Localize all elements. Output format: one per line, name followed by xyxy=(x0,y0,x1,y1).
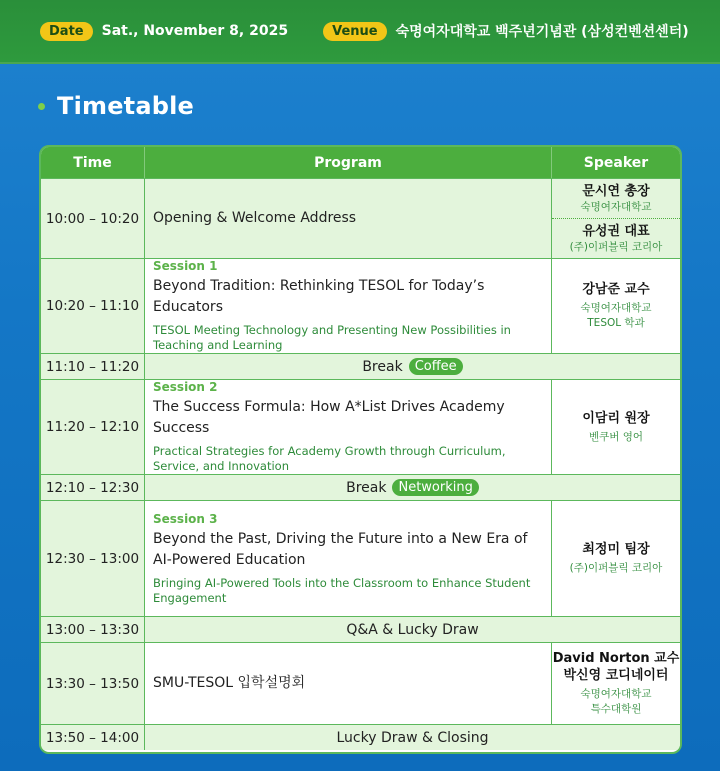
date-badge: Date xyxy=(40,22,93,41)
row-program xyxy=(145,380,552,474)
table-row xyxy=(41,500,680,616)
section-title: Timetable xyxy=(57,92,195,120)
date-value: Sat., November 8, 2025 xyxy=(101,23,289,39)
speaker-dept: TESOL 학과 xyxy=(587,317,645,329)
break-tag: Coffee xyxy=(409,358,463,375)
break-cell xyxy=(145,725,680,750)
break-label: Break xyxy=(362,358,403,375)
row-time: 13:00 – 13:30 xyxy=(41,617,145,642)
program-subtitle: TESOL Meeting Technology and Presenting New Possibilities in Teaching and Learning xyxy=(153,323,511,352)
program-title-line2: AI-Powered Education xyxy=(153,551,306,568)
break-cell xyxy=(145,475,680,500)
table-row xyxy=(41,178,680,258)
venue-value: 숙명여자대학교 백주년기념관 (삼성컨벤션센터) xyxy=(395,24,689,40)
program-subtitle: Bringing AI-Powered Tools into the Classroom to Enhance Student Engagement xyxy=(153,575,531,605)
row-program xyxy=(145,501,552,616)
row-program xyxy=(145,259,552,353)
table-row xyxy=(41,642,680,724)
session-label: Session 1 xyxy=(153,259,218,273)
speaker-name: 최정미 팀장 xyxy=(582,542,650,557)
table-header xyxy=(41,147,680,178)
break-label: Lucky Draw & Closing xyxy=(336,729,489,746)
row-program xyxy=(145,179,552,258)
speaker-org: (주)이퍼블릭 코리아 xyxy=(569,562,663,574)
header-speaker: Speaker xyxy=(583,154,649,171)
speaker-org: 숙명여자대학교 xyxy=(580,200,652,213)
program-title: Opening & Welcome Address xyxy=(153,210,357,226)
table-row xyxy=(41,379,680,474)
row-speaker xyxy=(552,259,680,353)
event-info-bar xyxy=(0,0,720,64)
speaker-dept: 특수대학원 xyxy=(590,703,642,715)
break-label: Break xyxy=(346,479,387,496)
speaker-name: 박신영 코디네이터 xyxy=(563,668,669,683)
table-row-break xyxy=(41,724,680,750)
row-time: 10:00 – 10:20 xyxy=(41,179,145,258)
row-time: 13:50 – 14:00 xyxy=(41,725,145,750)
header-program: Program xyxy=(145,147,552,178)
row-time: 10:20 – 11:10 xyxy=(41,259,145,353)
program-title: Beyond Tradition: Rethinking TESOL for Today’s Educators xyxy=(153,278,485,315)
table-row-break xyxy=(41,616,680,642)
speaker-name: 강남준 교수 xyxy=(582,282,650,297)
session-label: Session 2 xyxy=(153,380,218,394)
program-subtitle: Practical Strategies for Academy Growth through Curriculum, Service, and Innovation xyxy=(153,444,506,473)
row-time: 11:20 – 12:10 xyxy=(41,380,145,474)
break-tag: Networking xyxy=(392,479,478,496)
row-time: 11:10 – 11:20 xyxy=(41,354,145,379)
program-title: The Success Formula: How A*List Drives Academy Success xyxy=(153,399,505,436)
speaker-name: 유성권 대표 xyxy=(582,223,650,239)
speaker-name: 이담리 원장 xyxy=(582,410,650,426)
speaker-org: 벤쿠버 영어 xyxy=(588,430,644,443)
session-label: Session 3 xyxy=(153,511,218,526)
speaker-name: David Norton 교수 xyxy=(552,651,680,666)
venue-group xyxy=(323,21,689,41)
row-time: 12:10 – 12:30 xyxy=(41,475,145,500)
program-title-line1: Beyond the Past, Driving the Future into a New Era of xyxy=(153,530,528,547)
date-group xyxy=(40,22,288,41)
speaker-org: (주)이퍼블릭 코리아 xyxy=(569,240,663,253)
speaker-entry xyxy=(552,219,680,258)
venue-badge: Venue xyxy=(323,22,387,41)
speaker-entry xyxy=(552,179,680,219)
table-row-break xyxy=(41,474,680,500)
break-cell xyxy=(145,354,680,379)
row-speaker xyxy=(552,380,680,474)
speaker-org: 숙명여자대학교 xyxy=(580,302,652,314)
row-time: 12:30 – 13:00 xyxy=(41,501,145,616)
break-cell xyxy=(145,617,680,642)
table-row-break xyxy=(41,353,680,379)
program-title: SMU-TESOL 입학설명회 xyxy=(153,675,306,691)
timetable xyxy=(39,145,682,754)
row-speaker xyxy=(552,643,680,724)
row-program xyxy=(145,643,552,724)
section-heading xyxy=(38,92,194,120)
speaker-name: 문시연 총장 xyxy=(582,183,650,199)
row-speaker xyxy=(552,501,680,616)
row-time: 13:30 – 13:50 xyxy=(41,643,145,724)
break-label: Q&A & Lucky Draw xyxy=(346,621,479,638)
table-row xyxy=(41,258,680,353)
header-time: Time xyxy=(41,147,145,178)
row-speaker xyxy=(552,179,680,258)
speaker-org: 숙명여자대학교 xyxy=(580,688,652,700)
bullet-dot-icon xyxy=(38,103,45,110)
